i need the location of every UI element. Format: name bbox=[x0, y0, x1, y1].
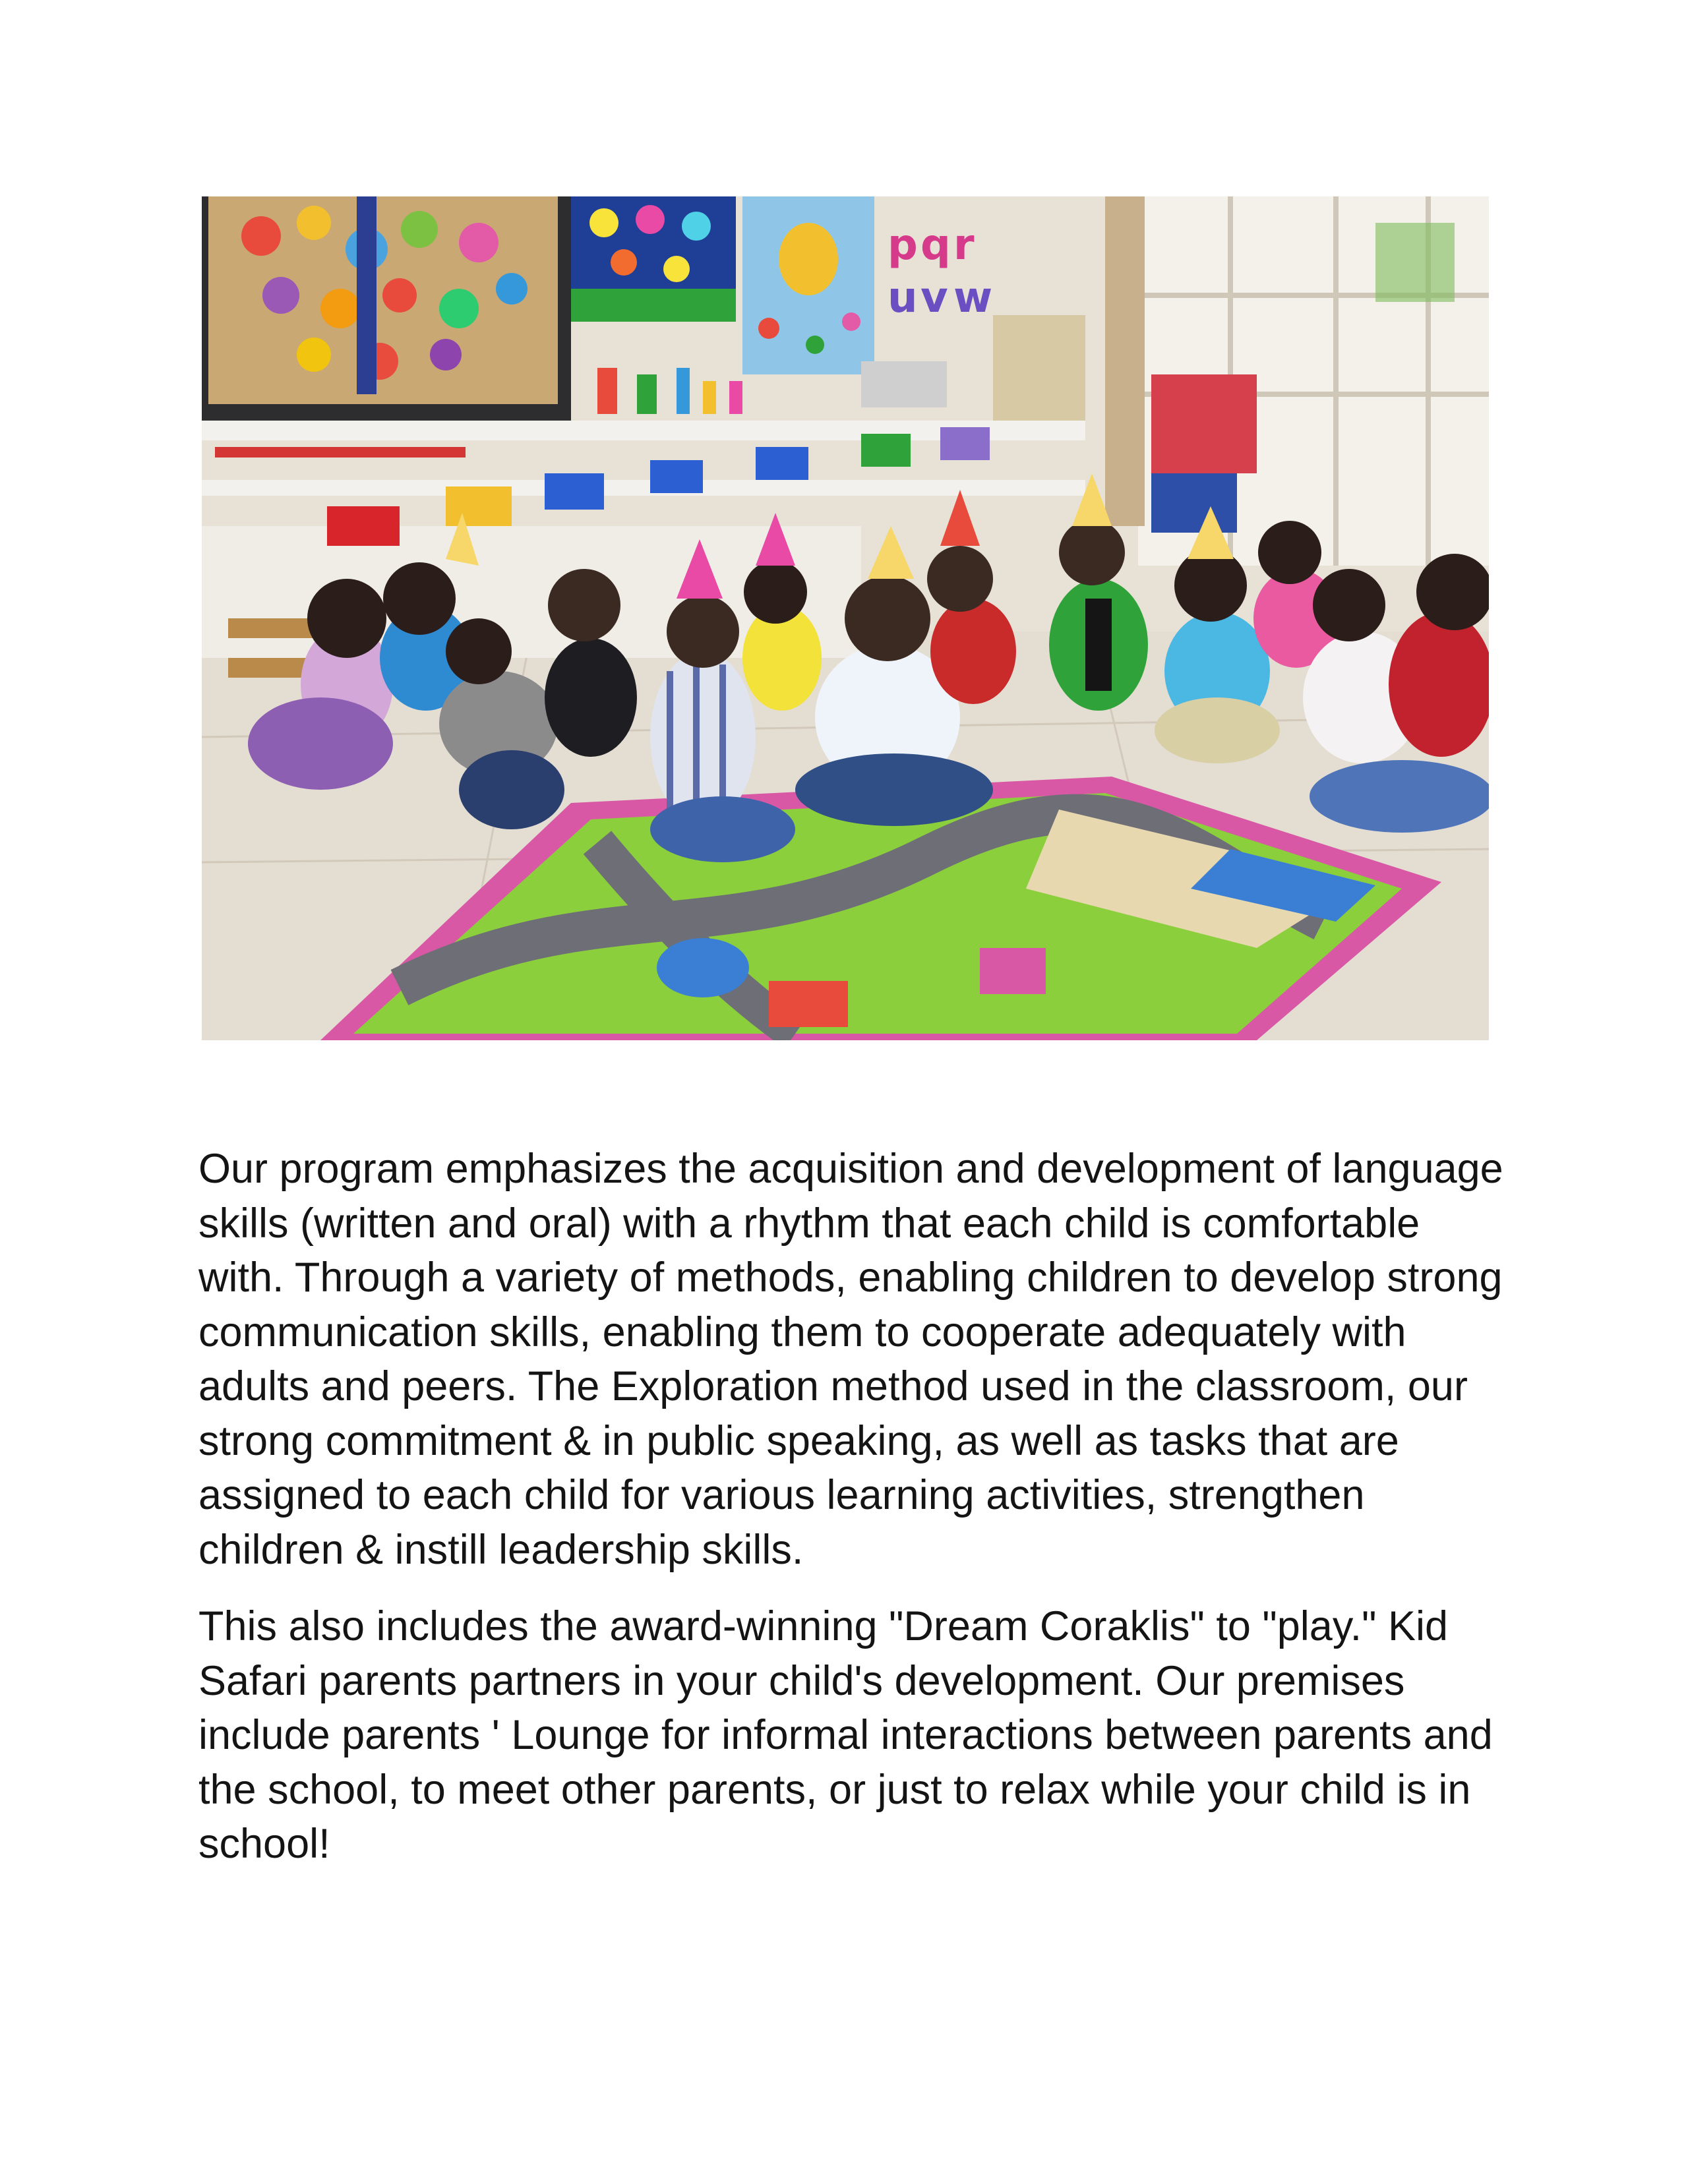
svg-text:r: r bbox=[953, 221, 975, 270]
svg-text:v: v bbox=[920, 274, 948, 322]
svg-text:u: u bbox=[888, 274, 918, 322]
classroom-photo-illustration bbox=[202, 196, 1489, 1040]
svg-text:w: w bbox=[953, 274, 993, 322]
paragraph-language-skills: Our program emphasizes the acquisition and development of language skills (written and oral) with a rhythm that each child is comfortable with. Through a variety of methods, enabling children to develop strong communication skills, enabling them to cooperate adequately with adults and peers. The Exploration method used in the classroom, our strong commitment & in public speaking, as well as tasks that are assigned to each child for various learning activities, strengthen children & instill leadership skills. bbox=[198, 1146, 1503, 1573]
classroom-photo bbox=[202, 196, 1489, 1040]
svg-text:q: q bbox=[920, 221, 951, 270]
body-text bbox=[198, 1142, 1504, 1872]
svg-text:p: p bbox=[888, 221, 918, 270]
paragraph-parents-lounge: This also includes the award-winning "Dream Coraklis" to "play." Kid Safari parents partners in your child's development. Our premises include parents ' Lounge for informal interactions between parents and the school, to meet other parents, or just to relax while your child is in school! bbox=[198, 1603, 1493, 1867]
